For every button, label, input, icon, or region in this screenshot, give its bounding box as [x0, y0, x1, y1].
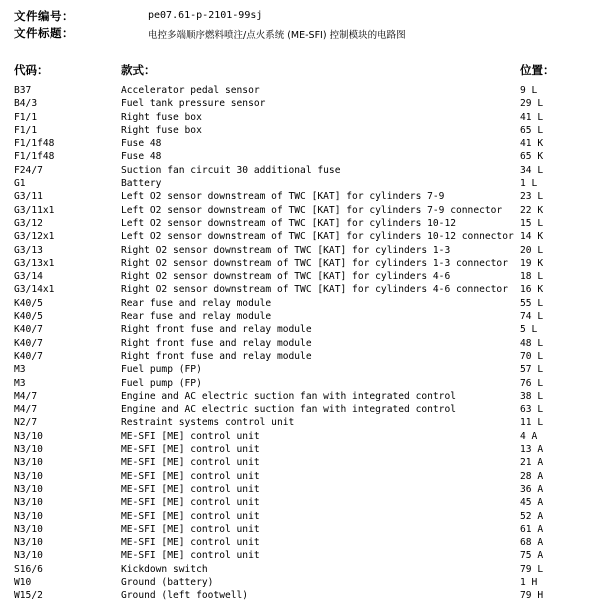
component-position: 14 K	[520, 231, 544, 243]
component-position: 5 L	[520, 324, 538, 336]
table-row	[0, 483, 607, 496]
component-list	[0, 84, 607, 603]
component-code: N3/10	[14, 444, 43, 456]
component-code: N3/10	[14, 510, 43, 522]
component-code: G3/13	[14, 244, 43, 256]
component-position: 41 L	[520, 111, 544, 123]
component-position: 74 L	[520, 311, 544, 323]
table-row	[0, 164, 607, 177]
table-row	[0, 137, 607, 150]
component-description: Engine and AC electric suction fan with integrated control	[121, 390, 457, 402]
component-code: K40/5	[14, 297, 43, 309]
column-header-description: 款式：	[121, 63, 156, 77]
component-position: 18 L	[520, 271, 544, 283]
component-code: B37	[14, 85, 32, 96]
component-position: 41 K	[520, 138, 544, 150]
table-row	[0, 150, 607, 163]
table-row	[0, 111, 607, 124]
component-description: Rear fuse and relay module	[121, 297, 272, 309]
component-code: K40/7	[14, 324, 43, 336]
component-code: G3/12	[14, 217, 43, 229]
component-position: 79 L	[520, 563, 544, 575]
component-position: 11 L	[520, 417, 544, 429]
table-row	[0, 403, 607, 416]
component-code: N3/10	[14, 430, 43, 442]
component-position: 63 L	[520, 404, 544, 416]
doc-title-label: 文件标题：	[14, 26, 74, 40]
component-code: K40/5	[14, 311, 43, 323]
component-code: G1	[14, 178, 26, 190]
table-row	[0, 323, 607, 336]
component-position: 68 A	[520, 537, 544, 549]
component-position: 1 H	[520, 576, 538, 588]
component-description: Right front fuse and relay module	[121, 337, 312, 349]
component-description: Right O2 sensor downstream of TWC [KAT] for cylinders 1-3	[121, 244, 451, 256]
component-description: Engine and AC electric suction fan with integrated control	[121, 404, 457, 416]
component-code: M4/7	[14, 390, 38, 402]
component-description: Accelerator pedal sensor	[121, 85, 260, 96]
component-code: G3/13x1	[14, 257, 55, 269]
component-code: F24/7	[14, 164, 43, 176]
table-row	[0, 470, 607, 483]
component-code: N3/10	[14, 470, 43, 482]
table-row	[0, 177, 607, 190]
component-code: N2/7	[14, 417, 38, 429]
component-description: ME-SFI [ME] control unit	[121, 497, 260, 509]
component-code: B4/3	[14, 98, 38, 110]
table-row	[0, 563, 607, 576]
component-description: Restraint systems control unit	[121, 417, 295, 429]
table-row	[0, 270, 607, 283]
component-code: F1/1f48	[14, 138, 55, 150]
component-description: ME-SFI [ME] control unit	[121, 537, 260, 549]
component-description: Right front fuse and relay module	[121, 350, 312, 362]
component-description: ME-SFI [ME] control unit	[121, 470, 260, 482]
component-code: F1/1f48	[14, 151, 55, 163]
component-code: W15/2	[14, 590, 43, 602]
table-row	[0, 363, 607, 376]
component-code: M3	[14, 377, 26, 389]
component-position: 38 L	[520, 390, 544, 402]
component-description: ME-SFI [ME] control unit	[121, 444, 260, 456]
component-description: Kickdown switch	[121, 563, 208, 575]
component-description: Right O2 sensor downstream of TWC [KAT] for cylinders 4-6 connector	[121, 284, 508, 296]
component-position: 34 L	[520, 164, 544, 176]
component-position: 65 L	[520, 124, 544, 136]
component-description: Right fuse box	[121, 111, 202, 123]
component-code: N3/10	[14, 550, 43, 562]
component-position: 21 A	[520, 457, 544, 469]
component-code: N3/10	[14, 523, 43, 535]
component-code: G3/14x1	[14, 284, 55, 296]
component-position: 70 L	[520, 350, 544, 362]
component-description: Left O2 sensor downstream of TWC [KAT] for cylinders 10-12	[121, 217, 457, 229]
table-row	[0, 549, 607, 562]
table-row	[0, 204, 607, 217]
table-row	[0, 416, 607, 429]
component-code: M4/7	[14, 404, 38, 416]
component-code: K40/7	[14, 350, 43, 362]
component-description: ME-SFI [ME] control unit	[121, 510, 260, 522]
component-code: G3/12x1	[14, 231, 55, 243]
table-row	[0, 297, 607, 310]
component-description: Right O2 sensor downstream of TWC [KAT] for cylinders 1-3 connector	[121, 257, 508, 269]
table-row	[0, 456, 607, 469]
component-position: 48 L	[520, 337, 544, 349]
table-row	[0, 190, 607, 203]
component-description: ME-SFI [ME] control unit	[121, 430, 260, 442]
component-position: 45 A	[520, 497, 544, 509]
component-description: Fuse 48	[121, 151, 162, 163]
component-code: G3/14	[14, 271, 43, 283]
column-header-code: 代码：	[14, 63, 49, 77]
component-position: 61 A	[520, 523, 544, 535]
table-row	[0, 257, 607, 270]
component-code: N3/10	[14, 537, 43, 549]
component-description: Fuel tank pressure sensor	[121, 98, 266, 110]
table-row	[0, 443, 607, 456]
component-position: 29 L	[520, 98, 544, 110]
component-position: 23 L	[520, 191, 544, 203]
component-code: N3/10	[14, 483, 43, 495]
component-description: ME-SFI [ME] control unit	[121, 550, 260, 562]
component-description: Ground (left footwell)	[121, 590, 249, 602]
component-position: 1 L	[520, 178, 538, 190]
component-code: G3/11	[14, 191, 43, 203]
component-code: N3/10	[14, 497, 43, 509]
component-code: K40/7	[14, 337, 43, 349]
component-code: M3	[14, 364, 26, 376]
component-description: ME-SFI [ME] control unit	[121, 523, 260, 535]
component-position: 65 K	[520, 151, 544, 163]
component-description: Rear fuse and relay module	[121, 311, 272, 323]
component-position: 79 H	[520, 590, 544, 602]
component-position: 19 K	[520, 257, 544, 269]
table-row	[0, 244, 607, 257]
table-row	[0, 310, 607, 323]
component-position: 22 K	[520, 204, 544, 216]
component-position: 75 A	[520, 550, 544, 562]
table-row	[0, 217, 607, 230]
component-code: F1/1	[14, 111, 38, 123]
component-description: Right O2 sensor downstream of TWC [KAT] for cylinders 4-6	[121, 271, 451, 283]
component-description: Right fuse box	[121, 124, 202, 136]
component-code: G3/11x1	[14, 204, 55, 216]
component-position: 76 L	[520, 377, 544, 389]
component-description: Ground (battery)	[121, 576, 214, 588]
table-row	[0, 510, 607, 523]
component-position: 52 A	[520, 510, 544, 522]
component-description: Fuel pump (FP)	[121, 377, 202, 389]
component-code: S16/6	[14, 563, 43, 575]
component-position: 57 L	[520, 364, 544, 376]
table-row	[0, 350, 607, 363]
table-row	[0, 536, 607, 549]
component-description: Battery	[121, 178, 162, 190]
table-row	[0, 97, 607, 110]
component-description: Right front fuse and relay module	[121, 324, 312, 336]
table-row	[0, 523, 607, 536]
component-position: 4 A	[520, 430, 538, 442]
component-position: 9 L	[520, 85, 538, 96]
component-position: 55 L	[520, 297, 544, 309]
table-row	[0, 283, 607, 296]
table-row	[0, 390, 607, 403]
component-code: N3/10	[14, 457, 43, 469]
table-row	[0, 496, 607, 509]
component-description: Fuel pump (FP)	[121, 364, 202, 376]
table-row	[0, 84, 607, 97]
component-position: 20 L	[520, 244, 544, 256]
table-row	[0, 377, 607, 390]
table-row	[0, 337, 607, 350]
doc-title-value: 电控多端顺序燃料喷注/点火系统 (ME-SFI) 控制模块的电路图	[148, 30, 406, 41]
component-description: Fuse 48	[121, 138, 162, 150]
table-row	[0, 576, 607, 589]
table-row	[0, 430, 607, 443]
doc-number-label: 文件编号：	[14, 9, 74, 23]
component-position: 36 A	[520, 483, 544, 495]
component-position: 15 L	[520, 217, 544, 229]
doc-number-value: pe07.61-p-2101-99sj	[148, 10, 263, 21]
component-description: ME-SFI [ME] control unit	[121, 483, 260, 495]
component-code: F1/1	[14, 124, 38, 136]
component-position: 13 A	[520, 444, 544, 456]
component-position: 28 A	[520, 470, 544, 482]
component-description: Left O2 sensor downstream of TWC [KAT] for cylinders 7-9 connector	[121, 204, 503, 216]
component-description: Suction fan circuit 30 additional fuse	[121, 164, 341, 176]
table-row	[0, 230, 607, 243]
component-description: Left O2 sensor downstream of TWC [KAT] for cylinders 10-12 connector	[121, 231, 514, 243]
table-row	[0, 589, 607, 602]
component-code: W10	[14, 576, 32, 588]
table-row	[0, 124, 607, 137]
component-description: Left O2 sensor downstream of TWC [KAT] for cylinders 7-9	[121, 191, 445, 203]
component-description: ME-SFI [ME] control unit	[121, 457, 260, 469]
column-header-position: 位置：	[520, 63, 555, 77]
component-position: 16 K	[520, 284, 544, 296]
